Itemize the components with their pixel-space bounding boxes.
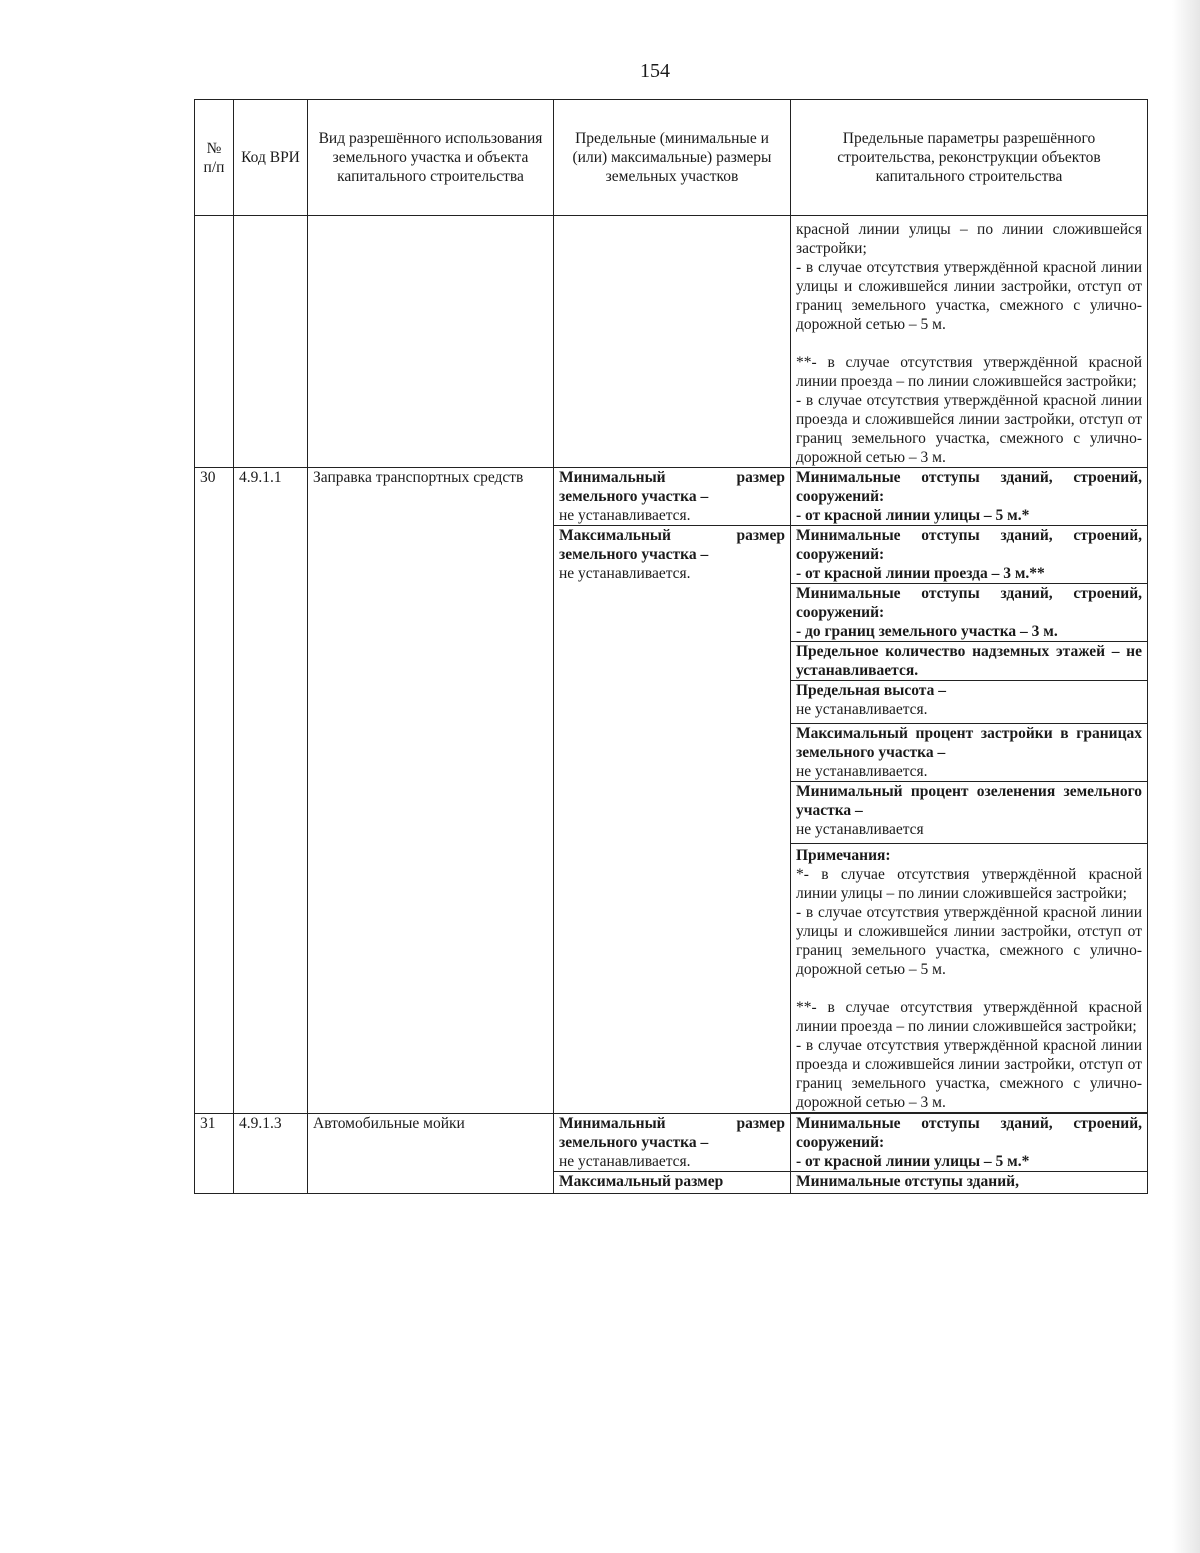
note-text: - в случае отсутствия утверждённой красной линии улицы и сложившейся линии застройки, отступ от границ земельного участка, смежного с улично-дорожной сетью – 5 м.: [796, 904, 1142, 978]
min-size-label: Минимальный размер земельного участка –: [559, 1115, 785, 1151]
header-params: Предельные параметры разрешённого строительства, реконструкции объектов капитального строительства: [791, 100, 1148, 216]
row-kind: Заправка транспортных средств: [308, 468, 554, 1114]
param-value: - от красной линии улицы – 5 м.*: [796, 1153, 1030, 1170]
min-size-label: Минимальный размер земельного участка –: [559, 469, 785, 505]
notes-title: Примечания:: [796, 847, 891, 864]
header-num: № п/п: [195, 100, 234, 216]
param-value: - от красной линии улицы – 5 м.*: [796, 507, 1030, 524]
notes-cell: [791, 844, 1148, 1113]
note-text: - в случае отсутствия утверждённой красной линии проезда и сложившейся линии застройки, отступ от границ земельного участка, смежного с улично-дорожной сетью – 3 м.: [796, 392, 1142, 466]
param-label: Максимальный процент застройки в границах земельного участка –: [796, 725, 1142, 761]
max-size-label: Максимальный размер земельного участка –: [559, 527, 785, 563]
param-label: Предельная высота –: [796, 682, 946, 699]
note-text: - в случае отсутствия утверждённой красной линии проезда и сложившейся линии застройки, отступ от границ земельного участка, смежного с улично-дорожной сетью – 3 м.: [796, 1037, 1142, 1111]
param-value: не устанавливается: [796, 821, 924, 838]
max-size-cell: [554, 526, 791, 1114]
row-kind: Автомобильные мойки: [308, 1114, 554, 1194]
param-cell: [791, 1114, 1148, 1172]
min-size-cell: [554, 1114, 791, 1172]
regulations-table: [194, 99, 1148, 1194]
header-sizes: Предельные (минимальные и (или) максимальные) размеры земельных участков: [554, 100, 791, 216]
param-value: не устанавливается.: [796, 763, 928, 780]
param-cell: [791, 681, 1148, 724]
scan-edge: [1172, 0, 1200, 1553]
row-code: 4.9.1.1: [234, 468, 308, 1114]
note-text: **- в случае отсутствия утверждённой красной линии проезда – по линии сложившейся застройки;: [796, 999, 1142, 1035]
note-text: *- в случае отсутствия утверждённой красной линии улицы – по линии сложившейся застройки;: [796, 866, 1142, 902]
row-code: 4.9.1.3: [234, 1114, 308, 1194]
row-number: 31: [195, 1114, 234, 1194]
param-cell: [791, 468, 1148, 526]
param-value: - от красной линии проезда – 3 м.**: [796, 565, 1045, 582]
max-size-cell: Максимальный размер: [554, 1172, 791, 1194]
param-label: Минимальные отступы зданий, строений, сооружений:: [796, 585, 1142, 621]
header-kind: Вид разрешённого использования земельного участка и объекта капитального строительства: [308, 100, 554, 216]
min-size-cell: [554, 468, 791, 526]
param-cell: [791, 584, 1148, 642]
param-value: не устанавливается.: [796, 701, 928, 718]
param-cell: [791, 782, 1148, 844]
param-label: Минимальные отступы зданий, строений, сооружений:: [796, 469, 1142, 505]
note-text: красной линии улицы – по линии сложившейся застройки;: [796, 221, 1142, 257]
header-code: Код ВРИ: [234, 100, 308, 216]
param-cell: [791, 724, 1148, 782]
max-size-value: не устанавливается.: [559, 565, 691, 582]
continuation-notes: [791, 216, 1148, 468]
header-row: [195, 100, 1148, 216]
table-row-30: [195, 468, 1148, 526]
param-label: Минимальный процент озеленения земельного участка –: [796, 783, 1142, 819]
param-label: Минимальные отступы зданий, строений, сооружений:: [796, 1115, 1142, 1151]
row-number: 30: [195, 468, 234, 1114]
param-cell: [791, 526, 1148, 584]
param-cell: Минимальные отступы зданий,: [791, 1172, 1148, 1194]
table-row-31: [195, 1114, 1148, 1172]
note-text: - в случае отсутствия утверждённой красной линии улицы и сложившейся линии застройки, отступ от границ земельного участка, смежного с улично-дорожной сетью – 5 м.: [796, 259, 1142, 333]
page-number: 154: [640, 60, 670, 82]
min-size-value: не устанавливается.: [559, 507, 691, 524]
param-value: - до границ земельного участка – 3 м.: [796, 623, 1058, 640]
note-text: **- в случае отсутствия утверждённой красной линии проезда – по линии сложившейся застройки;: [796, 354, 1142, 390]
continuation-row: [195, 216, 1148, 468]
min-size-value: не устанавливается.: [559, 1153, 691, 1170]
param-cell: Предельное количество надземных этажей – не устанавливается.: [791, 642, 1148, 681]
param-label: Минимальные отступы зданий, строений, сооружений:: [796, 527, 1142, 563]
